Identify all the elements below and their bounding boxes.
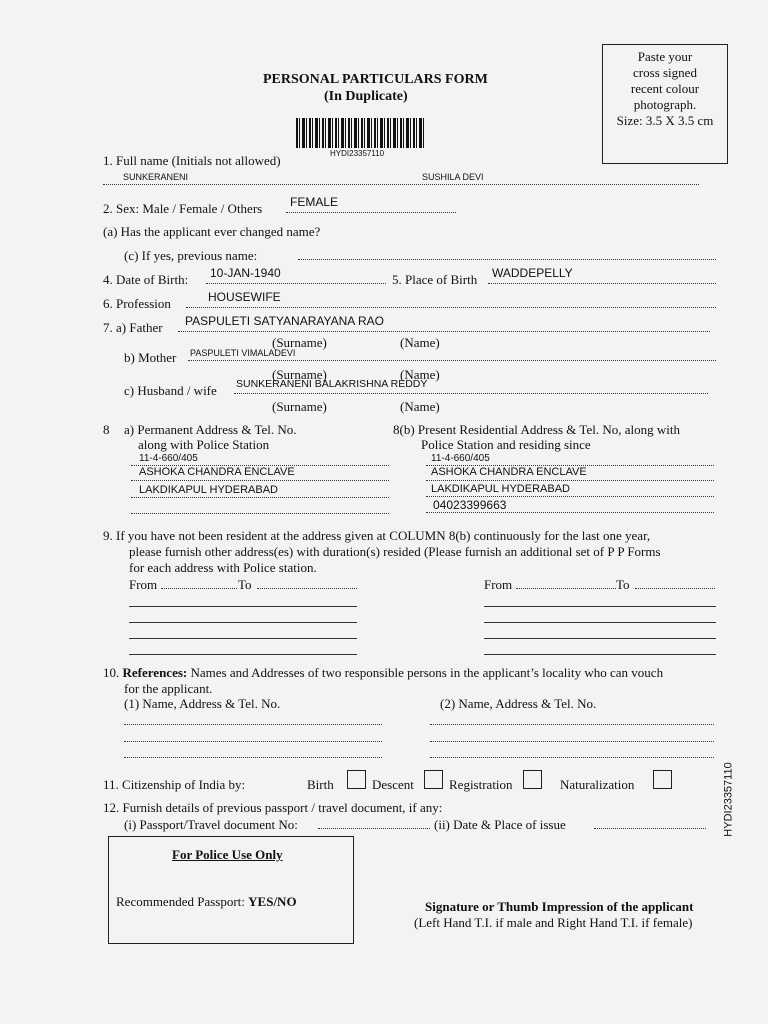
q8a-line: 11-4-660/405 [139, 453, 198, 464]
q2-line [286, 212, 456, 213]
citizenship-naturalization-label: Naturalization [560, 777, 635, 792]
q7-father-name: (Name) [400, 335, 440, 350]
q9-dots [635, 588, 715, 589]
q1-surname-value: SUNKERANENI [123, 172, 189, 182]
police-recommended [116, 894, 297, 909]
q10-line1 [103, 665, 663, 680]
q7-father-line [178, 331, 710, 332]
q12-ii-label: (ii) Date & Place of issue [434, 817, 566, 832]
qc-line [298, 259, 716, 260]
q9-line [129, 638, 357, 639]
q7-husband-surname: (Surname) [272, 399, 327, 414]
q9-line [484, 638, 716, 639]
q9-dots [516, 588, 616, 589]
q11-label: 11. Citizenship of India by: [103, 777, 246, 792]
q6-line [186, 307, 716, 308]
q2-value: FEMALE [290, 195, 339, 209]
photo-line: Size: 3.5 X 3.5 cm [616, 113, 714, 128]
q8b-line: ASHOKA CHANDRA ENCLAVE [431, 466, 587, 478]
q4-label: 4. Date of Birth: [103, 272, 189, 287]
q8a-dots [131, 480, 389, 481]
q7-husband-line [234, 393, 708, 394]
photo-line: recent colour [630, 81, 700, 96]
photo-instructions [602, 49, 728, 129]
q10-line2: for the applicant. [124, 681, 213, 696]
q9-line1: 9. If you have not been resident at the address given at COLUMN 8(b) continuously for the last one year, [103, 528, 651, 543]
q8a-line: LAKDIKAPUL HYDERABAD [139, 484, 278, 496]
barcode-text: HYDI23357110 [330, 149, 385, 158]
photo-line: cross signed [633, 65, 697, 80]
barcode [296, 118, 426, 148]
q12-i-label: (i) Passport/Travel document No: [124, 817, 298, 832]
q4-line [206, 283, 386, 284]
q4-value: 10-JAN-1940 [210, 266, 281, 280]
q7-husband-name: (Name) [400, 399, 440, 414]
q10-ref1: (1) Name, Address & Tel. No. [124, 696, 281, 711]
citizenship-birth-checkbox[interactable] [347, 770, 366, 789]
q10-dots [430, 724, 714, 725]
q1-name-value: SUSHILA DEVI [422, 172, 484, 182]
q8a-label2: along with Police Station [138, 437, 270, 452]
q9-line [484, 622, 716, 623]
police-rec-label: Recommended Passport: [116, 894, 249, 909]
q8b-label: 8(b) Present Residential Address & Tel. No, along with [393, 422, 680, 437]
q9-dots [257, 588, 357, 589]
q7-mother-line [188, 360, 716, 361]
q8b-dots [426, 496, 714, 497]
q2-label: 2. Sex: Male / Female / Others [103, 201, 263, 216]
q9-from-right: From [484, 577, 513, 592]
qa-label: (a) Has the applicant ever changed name? [103, 224, 321, 239]
q10-text: Names and Addresses of two responsible persons in the applicant’s locality who can vouch [187, 665, 664, 680]
q12-ii-dots [594, 828, 706, 829]
q8a-dots [131, 513, 389, 514]
side-code: HYDI23357110 [722, 762, 735, 837]
q1-line [103, 184, 699, 185]
signature-subtitle: (Left Hand T.I. if male and Right Hand T.I. if female) [414, 915, 693, 930]
q7-mother-surname: (Surname) [272, 367, 327, 382]
q8a-line: ASHOKA CHANDRA ENCLAVE [139, 466, 295, 478]
q5-value: WADDEPELLY [492, 266, 573, 280]
q8b-line: 11-4-660/405 [431, 453, 490, 464]
q7-mother-value: PASPULETI VIMALADEVI [190, 348, 296, 358]
signature-title: Signature or Thumb Impression of the applicant [425, 899, 694, 914]
qc-label: (c) If yes, previous name: [124, 248, 258, 263]
q9-from-left: From [129, 577, 158, 592]
photo-line: photograph. [633, 97, 697, 112]
citizenship-registration-checkbox[interactable] [523, 770, 542, 789]
q6-label: 6. Profession [103, 296, 171, 311]
citizenship-registration-label: Registration [449, 777, 513, 792]
q7-father-value: PASPULETI SATYANARAYANA RAO [185, 314, 384, 328]
q8-num: 8 [103, 422, 110, 437]
q8b-dots [426, 512, 714, 513]
q9-line [484, 606, 716, 607]
q10-dots [430, 757, 714, 758]
q7-father-label: 7. a) Father [103, 320, 163, 335]
q9-line [129, 622, 357, 623]
form-title: PERSONAL PARTICULARS FORM [263, 72, 488, 87]
q9-line [129, 606, 357, 607]
q10-dots [124, 741, 382, 742]
q1-label: 1. Full name (Initials not allowed) [103, 153, 281, 168]
citizenship-naturalization-checkbox[interactable] [653, 770, 672, 789]
q7-mother-label: b) Mother [124, 350, 177, 365]
form-subtitle: (In Duplicate) [324, 89, 408, 104]
police-use-title: For Police Use Only [172, 847, 283, 862]
q9-line3: for each address with Police station. [129, 560, 317, 575]
q8b-label2: Police Station and residing since [421, 437, 591, 452]
photo-line: Paste your [637, 49, 693, 64]
q10-bold: References: [122, 665, 188, 680]
q9-line2: please furnish other address(es) with duration(s) resided (Please furnish an additional set of P P Forms [129, 544, 661, 559]
q9-line [484, 654, 716, 655]
q9-dots [161, 588, 237, 589]
q9-to-left: To [238, 577, 252, 592]
q9-to-right: To [616, 577, 630, 592]
q5-label: 5. Place of Birth [392, 272, 478, 287]
q8b-line: 04023399663 [433, 498, 507, 512]
q6-value: HOUSEWIFE [208, 290, 281, 304]
q10-ref2: (2) Name, Address & Tel. No. [440, 696, 597, 711]
police-rec-value: YES/NO [248, 894, 297, 909]
q8b-line: LAKDIKAPUL HYDERABAD [431, 483, 570, 495]
q7-father-surname: (Surname) [272, 335, 327, 350]
citizenship-birth-label: Birth [307, 777, 334, 792]
q8a-dots [131, 497, 389, 498]
q12-label: 12. Furnish details of previous passport / travel document, if any: [103, 800, 443, 815]
q5-line [488, 283, 716, 284]
q10-dots [430, 741, 714, 742]
q10-num: 10. [103, 665, 120, 680]
q10-dots [124, 757, 382, 758]
q8b-dots [426, 480, 714, 481]
citizenship-descent-label: Descent [372, 777, 414, 792]
q7-husband-value: SUNKERANENI BALAKRISHNA REDDY [236, 378, 428, 390]
q9-line [129, 654, 357, 655]
q8a-label: a) Permanent Address & Tel. No. [124, 422, 297, 437]
q7-husband-label: c) Husband / wife [124, 383, 217, 398]
q12-i-dots [318, 828, 430, 829]
q7-mother-name: (Name) [400, 367, 440, 382]
citizenship-descent-checkbox[interactable] [424, 770, 443, 789]
q10-dots [124, 724, 382, 725]
